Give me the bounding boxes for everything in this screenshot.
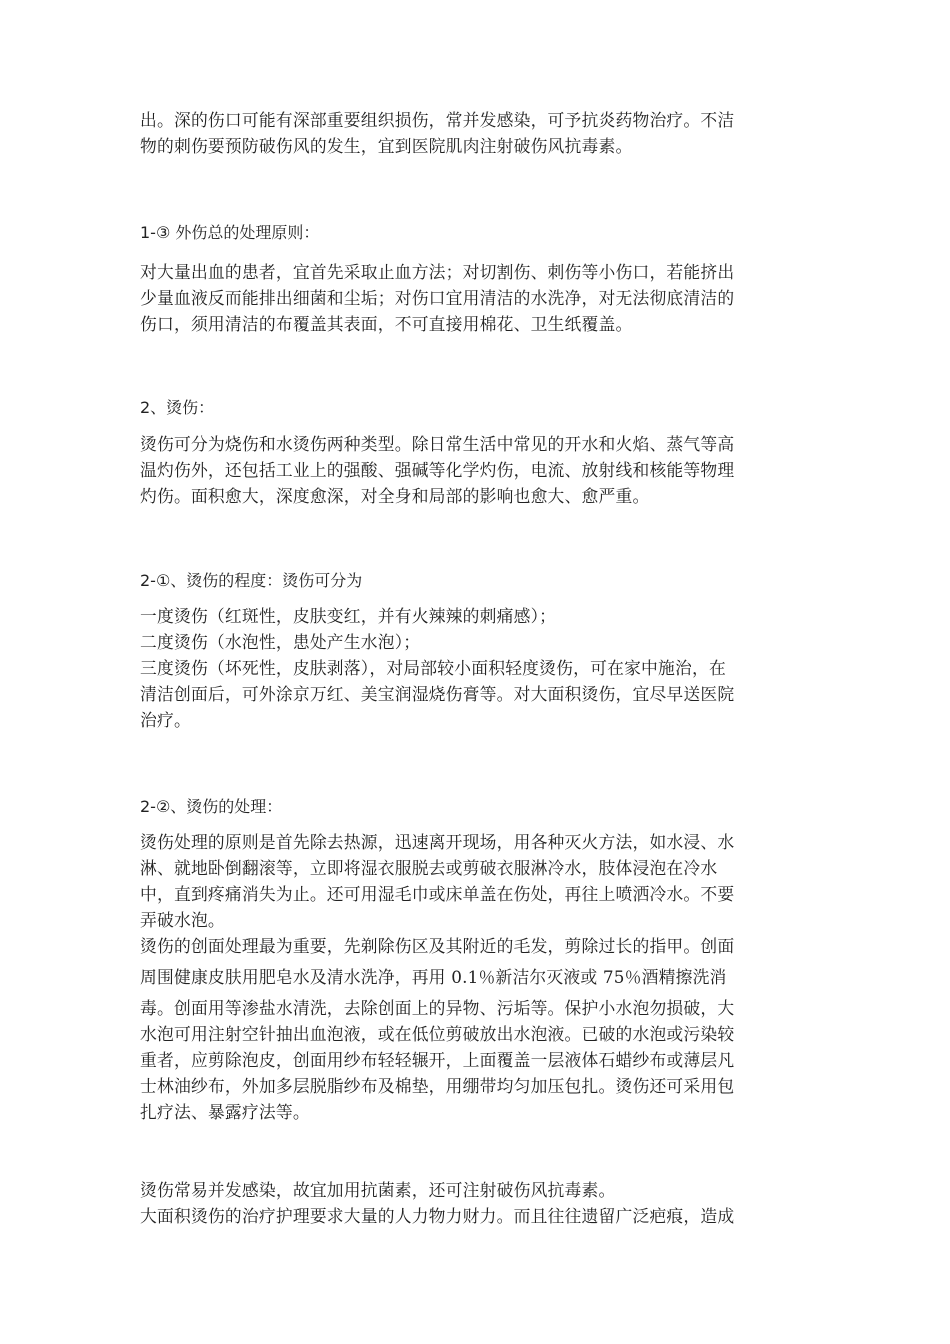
section-2-2 — [140, 794, 812, 820]
section-1-3 — [140, 220, 812, 246]
intro-paragraph — [140, 107, 812, 159]
section-heading: 2、烫伤： — [140, 398, 215, 417]
text-line: 士林油纱布，外加多层脱脂纱布及棉垫，用绷带均匀加压包扎。烫伤还可采用包 — [140, 1076, 735, 1096]
text-line: 治疗。 — [140, 710, 191, 730]
text-line: 少量血液反而能排出细菌和尘垢；对伤口宜用清洁的水洗净，对无法彻底清洁的 — [140, 288, 735, 308]
text-line: 温灼伤外，还包括工业上的强酸、强碱等化学灼伤，电流、放射线和核能等物理 — [140, 460, 735, 480]
text-line: 淋、就地卧倒翻滚等，立即将湿衣服脱去或剪破衣服淋冷水，肢体浸泡在冷水 — [140, 858, 718, 878]
paragraph-text — [140, 1177, 812, 1229]
section-2-2-body — [140, 829, 812, 1125]
text-line: 烫伤可分为烧伤和水烫伤两种类型。除日常生活中常见的开水和火焰、蒸气等高 — [140, 434, 735, 454]
text-line: 出。深的伤口可能有深部重要组织损伤，常并发感染，可予抗炎药物治疗。不洁 — [140, 110, 735, 130]
section-heading: 2-①、烫伤的程度：烫伤可分为 — [140, 571, 363, 590]
text-line: 对大量出血的患者，宜首先采取止血方法；对切割伤、刺伤等小伤口，若能挤出 — [140, 262, 735, 282]
text-line: 烫伤的创面处理最为重要，先剃除伤区及其附近的毛发，剪除过长的指甲。创面 — [140, 936, 735, 956]
text-line: 周围健康皮肤用肥皂水及清水洗净，再用 0.1％新洁尔灭液或 75％酒精擦洗消 — [140, 967, 727, 987]
section-heading: 1-③ 外伤总的处理原则： — [140, 223, 320, 242]
paragraph-text — [140, 603, 812, 733]
text-line: 大面积烫伤的治疗护理要求大量的人力物力财力。而且往往遗留广泛疤痕，造成 — [140, 1206, 735, 1226]
text-line: 一度烫伤（红斑性，皮肤变红，并有火辣辣的刺痛感）； — [140, 606, 557, 626]
section-1-3-body — [140, 259, 812, 337]
text-line: 三度烫伤（坏死性，皮肤剥落），对局部较小面积轻度烫伤，可在家中施治，在 — [140, 658, 726, 678]
section-2-1 — [140, 568, 812, 594]
text-line: 烫伤常易并发感染，故宜加用抗菌素，还可注射破伤风抗毒素。 — [140, 1180, 616, 1200]
text-line: 伤口，须用清洁的布覆盖其表面，不可直接用棉花、卫生纸覆盖。 — [140, 314, 633, 334]
section-2-body — [140, 431, 812, 509]
text-line: 重者，应剪除泡皮，创面用纱布轻轻辗开，上面覆盖一层液体石蜡纱布或薄层凡 — [140, 1050, 735, 1070]
text-line: 灼伤。面积愈大，深度愈深，对全身和局部的影响也愈大、愈严重。 — [140, 486, 650, 506]
text-line: 烫伤处理的原则是首先除去热源，迅速离开现场，用各种灭火方法，如水浸、水 — [140, 832, 735, 852]
text-line: 清洁创面后，可外涂京万红、美宝润湿烧伤膏等。对大面积烫伤，宜尽早送医院 — [140, 684, 735, 704]
text-line: 毒。创面用等渗盐水清洗，去除创面上的异物、污垢等。保护小水泡勿损破，大 — [140, 998, 735, 1018]
final-paragraph — [140, 1177, 812, 1229]
paragraph-text — [140, 107, 812, 159]
text-line: 物的刺伤要预防破伤风的发生，宜到医院肌肉注射破伤风抗毒素。 — [140, 136, 633, 156]
text-line: 扎疗法、暴露疗法等。 — [140, 1102, 310, 1122]
text-line: 二度烫伤（水泡性，患处产生水泡）； — [140, 632, 421, 652]
section-2 — [140, 395, 812, 421]
paragraph-text — [140, 829, 812, 1125]
text-line: 中，直到疼痛消失为止。还可用湿毛巾或床单盖在伤处，再往上喷洒冷水。不要 — [140, 884, 735, 904]
paragraph-text — [140, 431, 812, 509]
paragraph-text — [140, 259, 812, 337]
text-line: 水泡可用注射空针抽出血泡液，或在低位剪破放出水泡液。已破的水泡或污染较 — [140, 1024, 735, 1044]
section-2-1-body — [140, 603, 812, 733]
section-heading: 2-②、烫伤的处理： — [140, 797, 283, 816]
text-line: 弄破水泡。 — [140, 910, 225, 930]
